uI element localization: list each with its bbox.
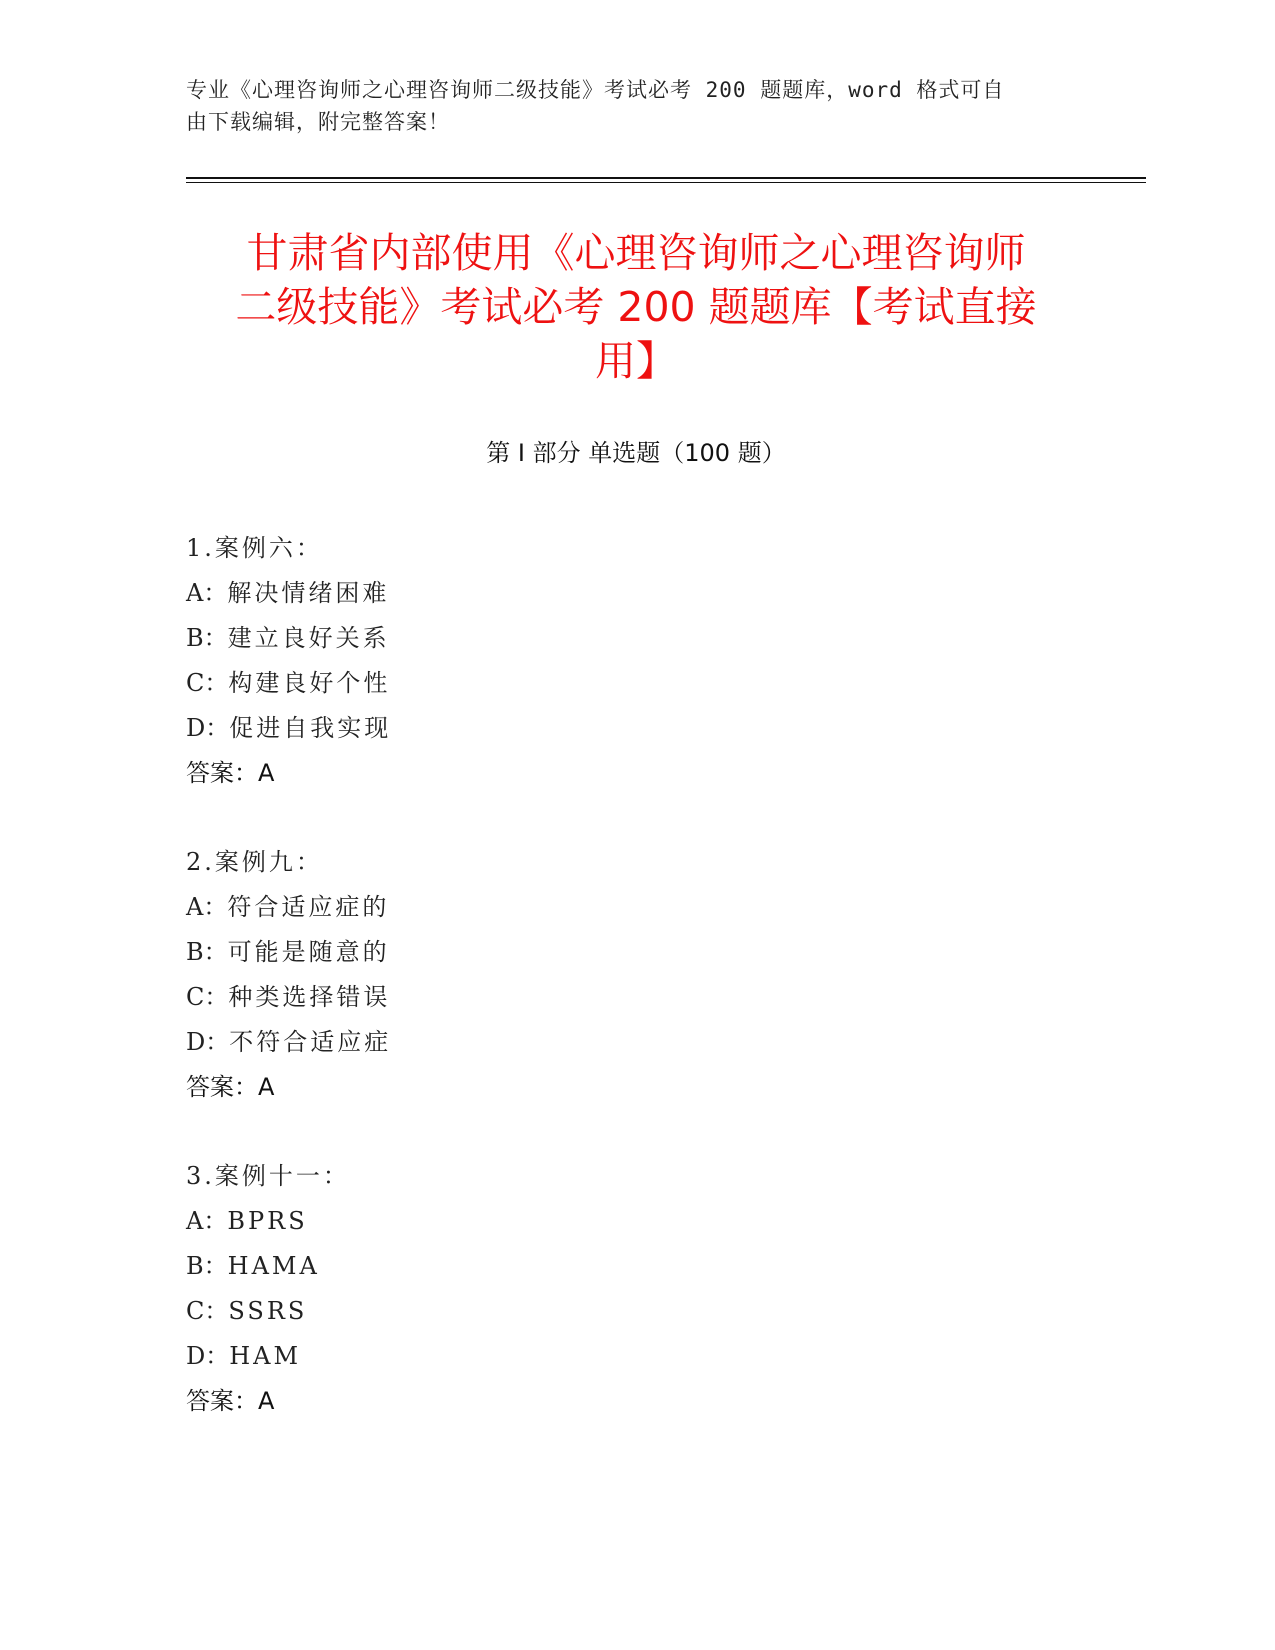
document-title-line-3: 用】 — [595, 337, 677, 385]
question-stem: 2.案例九： — [186, 848, 323, 876]
option-text: 不符合适应症 — [229, 1028, 392, 1056]
question-item — [186, 526, 1086, 796]
question-option — [186, 930, 1086, 975]
question-answer: 答案：A — [186, 759, 275, 787]
question-item — [186, 1154, 1086, 1424]
option-text: HAMA — [227, 1252, 320, 1280]
question-option — [186, 1334, 1086, 1379]
option-text: 可能是随意的 — [227, 938, 390, 966]
question-stem: 3.案例十一： — [186, 1162, 350, 1190]
option-text: 种类选择错误 — [228, 983, 391, 1011]
option-key: C： — [186, 669, 229, 697]
section-title: 第 I 部分 单选题（100 题） — [486, 439, 786, 467]
header-divider-thick — [186, 177, 1146, 179]
option-key: A： — [186, 893, 228, 921]
question-option — [186, 885, 1086, 930]
option-key: D： — [186, 714, 230, 742]
option-key: D： — [186, 1342, 230, 1370]
question-option — [186, 616, 1086, 661]
question-option — [186, 1289, 1086, 1334]
question-option — [186, 975, 1086, 1020]
option-key: A： — [186, 579, 228, 607]
question-option — [186, 1199, 1086, 1244]
question-option — [186, 706, 1086, 751]
question-item — [186, 840, 1086, 1110]
header-divider-thin — [186, 182, 1146, 183]
option-key: B： — [186, 624, 228, 652]
question-stem: 1.案例六： — [186, 534, 323, 562]
document-title — [186, 226, 1086, 388]
option-key: C： — [186, 1297, 229, 1325]
document-title-line-1: 甘肃省内部使用《心理咨询师之心理咨询师 — [246, 229, 1026, 277]
option-key: D： — [186, 1028, 230, 1056]
option-text: 符合适应症的 — [227, 893, 390, 921]
header-note-line-2: 由下载编辑，附完整答案！ — [186, 110, 450, 134]
option-text: 促进自我实现 — [229, 714, 392, 742]
option-key: A： — [186, 1207, 228, 1235]
question-option — [186, 661, 1086, 706]
option-text: 解决情绪困难 — [227, 579, 390, 607]
option-text: BPRS — [227, 1207, 308, 1235]
header-note — [186, 74, 1066, 138]
header-note-line-1: 专业《心理咨询师之心理咨询师二级技能》考试必考 200 题题库，word 格式可自 — [186, 78, 1005, 102]
question-option — [186, 571, 1086, 616]
question-answer: 答案：A — [186, 1073, 275, 1101]
question-answer: 答案：A — [186, 1387, 275, 1415]
question-option — [186, 1244, 1086, 1289]
question-list — [186, 526, 1086, 1468]
option-key: B： — [186, 1252, 228, 1280]
option-text: 建立良好关系 — [227, 624, 390, 652]
question-option — [186, 1020, 1086, 1065]
option-key: B： — [186, 938, 228, 966]
option-text: SSRS — [228, 1297, 308, 1325]
option-key: C： — [186, 983, 229, 1011]
option-text: HAM — [229, 1342, 302, 1370]
option-text: 构建良好个性 — [228, 669, 391, 697]
document-title-line-2: 二级技能》考试必考 200 题题库【考试直接 — [235, 283, 1037, 331]
